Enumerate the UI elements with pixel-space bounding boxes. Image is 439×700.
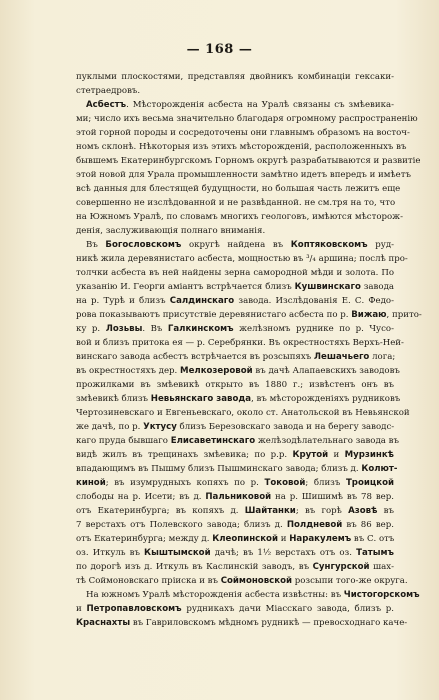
place-name: Сунгурской: [312, 562, 370, 572]
text-run: рудникахъ дачи Міасскаго завода, близъ р.: [181, 604, 394, 614]
text-run: пуклыми плоскостями, представляя двойникъ комбинаціи гексаки-: [76, 72, 394, 82]
text-run: ; въ изумрудныхъ копяхъ по р.: [105, 478, 265, 488]
text-run: желѣзодѣлательнаго завода въ: [255, 436, 399, 446]
place-name: Вижаю: [351, 310, 387, 320]
text-line: [76, 378, 394, 392]
text-line: [76, 182, 401, 196]
text-line: [76, 574, 408, 588]
place-name: Токовой: [264, 478, 306, 488]
text-run: впадающимъ въ Пышму близъ Пышминскаго завода; близъ д.: [76, 464, 362, 474]
place-name: Асбестъ: [86, 100, 127, 110]
place-name: Петропавловскомъ: [86, 604, 182, 614]
place-name: киной: [76, 478, 106, 488]
text-line: [76, 196, 394, 210]
place-name: Шайтанки: [244, 506, 296, 516]
text-line: [76, 168, 411, 182]
text-run: слободы на р. Исети; въ д.: [76, 492, 206, 502]
text-run: и: [76, 604, 87, 614]
place-name: Коптяковскомъ: [290, 240, 368, 250]
text-run: и: [328, 450, 345, 460]
place-name: Галкинскомъ: [167, 324, 234, 334]
text-line: [76, 280, 394, 294]
text-run: шах-: [369, 562, 394, 572]
place-name: Чистогорскомъ: [343, 590, 420, 600]
text-line: [76, 392, 401, 406]
text-run: на р. Турѣ и близъ: [76, 296, 170, 306]
text-run: ; въ горѣ: [295, 506, 349, 516]
text-run: стетраедровъ.: [76, 86, 141, 96]
text-run: близъ Березовскаго завода и на берегу заводс-: [176, 422, 395, 432]
text-run: лога;: [369, 352, 396, 362]
text-line: [76, 504, 394, 518]
text-run: въ С. отъ: [351, 534, 395, 544]
place-name: Лешачьего: [313, 352, 370, 362]
text-line: [76, 350, 394, 364]
place-name: Елисаветинскаго: [170, 436, 256, 446]
text-run: округѣ найдена въ: [181, 240, 291, 250]
text-run: завода. Изслѣдованія Е. С. Федо-: [234, 296, 394, 306]
text-run: . Въ: [142, 324, 168, 334]
text-line: [76, 224, 394, 238]
place-name: Клеопинской: [212, 534, 278, 544]
text-run: вой и близъ притока ея — р. Серебрянки. Въ окрестностяхъ Верхъ-Ней-: [76, 338, 404, 348]
text-line: [76, 322, 394, 336]
text-run: этой горной породы и сосредоточены они главнымъ образомъ на восточ-: [76, 128, 410, 138]
place-name: Соймоновской: [220, 576, 292, 586]
text-run: отъ Екатеринбурга; въ копяхъ д.: [76, 506, 245, 516]
text-run: въ окрестностяхъ дер.: [76, 366, 181, 376]
text-run: совершенно не изслѣдованной и не развѣданной. не см.тря на то, что: [76, 198, 396, 208]
text-run: отъ Екатеринбурга; между д.: [76, 534, 213, 544]
place-name: Троицкой: [345, 478, 395, 488]
text-run: рова показываютъ присутствіе деревянистаго асбеста по р.: [76, 310, 352, 320]
text-run: же дачѣ, по р.: [76, 422, 144, 432]
text-line: [76, 112, 418, 126]
place-name: Татымъ: [356, 548, 394, 558]
text-run: и: [278, 534, 290, 544]
text-line: [76, 406, 410, 420]
text-block: [76, 70, 422, 630]
text-run: змѣевикѣ близъ: [76, 394, 151, 404]
text-line: [76, 462, 398, 476]
text-line: [76, 588, 420, 602]
text-line: [76, 336, 404, 350]
place-name: Уктусу: [143, 422, 177, 432]
text-run: видѣ жилъ въ трещинахъ змѣевика; по р.р.: [76, 450, 293, 460]
place-name: Азовѣ: [348, 506, 378, 516]
text-line: [76, 70, 394, 84]
text-run: На южномъ Уралѣ мѣсторожденія асбеста извѣстны: въ: [86, 590, 344, 600]
place-name: Невьянскаго завода: [150, 394, 252, 404]
text-run: по дорогѣ изъ д. Иткуль въ Каслинскій заводъ, въ: [76, 562, 313, 572]
text-line: [76, 238, 394, 252]
text-run: , прито-: [386, 310, 422, 320]
text-run: Въ: [86, 240, 106, 250]
text-run: толчки асбеста въ ней найдены зерна самородной мѣди и золота. По: [76, 268, 394, 278]
text-run: руд-: [367, 240, 395, 250]
text-run: денія, заслуживающія полнаго вниманія.: [76, 226, 266, 236]
text-run: всѣ данныя для блестящей будущности, но большая часть лежитъ еще: [76, 184, 401, 194]
text-line: [76, 476, 394, 490]
text-line: [76, 210, 403, 224]
text-line: [76, 84, 394, 98]
text-line: [76, 546, 394, 560]
place-name: Лозьвы: [105, 324, 143, 334]
text-line: [76, 602, 394, 616]
text-run: винскаго завода асбестъ встрѣчается въ розсыпяхъ: [76, 352, 314, 362]
text-line: [76, 140, 407, 154]
text-line: [76, 294, 394, 308]
place-name: Мурзинкѣ: [344, 450, 394, 460]
text-run: ку р.: [76, 324, 106, 334]
text-run: оз. Иткуль въ: [76, 548, 145, 558]
text-line: [76, 252, 408, 266]
text-run: Чертозиневскаго и Евгеньевскаго, около ст. Анатольской въ Невьянской: [76, 408, 410, 418]
text-run: каго пруда бывшаго: [76, 436, 171, 446]
place-name: Кыштымской: [144, 548, 211, 558]
text-run: въ 86 вер.: [342, 520, 394, 530]
place-name: Мелкозеровой: [180, 366, 253, 376]
text-run: тѣ Соймоновскаго пріиска и въ: [76, 576, 221, 586]
text-run: розсыпи того-же округа.: [292, 576, 408, 586]
text-line: [76, 266, 394, 280]
text-line: [76, 154, 421, 168]
text-run: на Южномъ Уралѣ, по словамъ многихъ геологовъ, имѣются мѣсторож-: [76, 212, 403, 222]
text-line: [76, 532, 394, 546]
place-name: Кушвинскаго: [294, 282, 361, 292]
text-run: , въ мѣсторожденіяхъ рудниковъ: [251, 394, 401, 404]
text-run: номъ склонѣ. Нѣкоторыя изъ этихъ мѣсторожденій, расположенныхъ въ: [76, 142, 407, 152]
place-name: Колют-: [361, 464, 398, 474]
text-run: ми; число ихъ весьма значительно благодаря огромному распространенію: [76, 114, 418, 124]
text-run: никѣ жила деревянистаго асбеста, мощностью въ ³/₄ аршина; послѣ про-: [76, 254, 408, 264]
text-run: въ дачѣ Алапаевскихъ заводовъ: [252, 366, 400, 376]
text-line: [76, 616, 408, 630]
text-run: дачѣ; въ 1½ верстахъ отъ оз.: [210, 548, 357, 558]
text-run: завода: [360, 282, 394, 292]
text-run: въ Гавриловскомъ мѣдномъ рудникѣ — превосходнаго каче-: [130, 618, 408, 628]
text-line: [76, 434, 399, 448]
text-line: [76, 98, 394, 112]
text-run: желѣзномъ руднике по р. Чусо-: [233, 324, 394, 334]
place-name: Полдневой: [286, 520, 343, 530]
place-name: Пальниковой: [205, 492, 272, 502]
text-line: [76, 490, 394, 504]
text-run: . Мѣсторожденія асбеста на Уралѣ связаны съ змѣевика-: [126, 100, 394, 110]
text-line: [76, 420, 394, 434]
place-name: Салдинскаго: [169, 296, 235, 306]
text-line: [76, 448, 394, 462]
text-run: на р. Шишимѣ въ 78 вер.: [271, 492, 394, 502]
text-run: бывшемъ Екатеринбургскомъ Горномъ округѣ разрабатываются и развитіе: [76, 156, 421, 166]
text-run: ; близъ: [305, 478, 346, 488]
page-number: — 168 —: [186, 42, 253, 57]
place-name: Крутой: [292, 450, 329, 460]
text-run: указанію И. Георги аміантъ встрѣчается близъ: [76, 282, 295, 292]
text-line: [76, 308, 422, 322]
place-name: Краснахты: [76, 618, 131, 628]
place-name: Наракулемъ: [289, 534, 352, 544]
place-name: Богословскомъ: [105, 240, 182, 250]
text-run: этой новой для Урала промышленности замѣтно идетъ впередъ и имѣетъ: [76, 170, 411, 180]
text-line: [76, 518, 394, 532]
text-line: [76, 560, 394, 574]
text-run: прожилками въ змѣевикѣ открыто въ 1880 г.; извѣстенъ онъ въ: [76, 380, 394, 390]
text-line: [76, 364, 400, 378]
text-run: 7 верстахъ отъ Полевского завода; близъ д.: [76, 520, 287, 530]
text-run: въ: [377, 506, 394, 516]
text-line: [76, 126, 410, 140]
